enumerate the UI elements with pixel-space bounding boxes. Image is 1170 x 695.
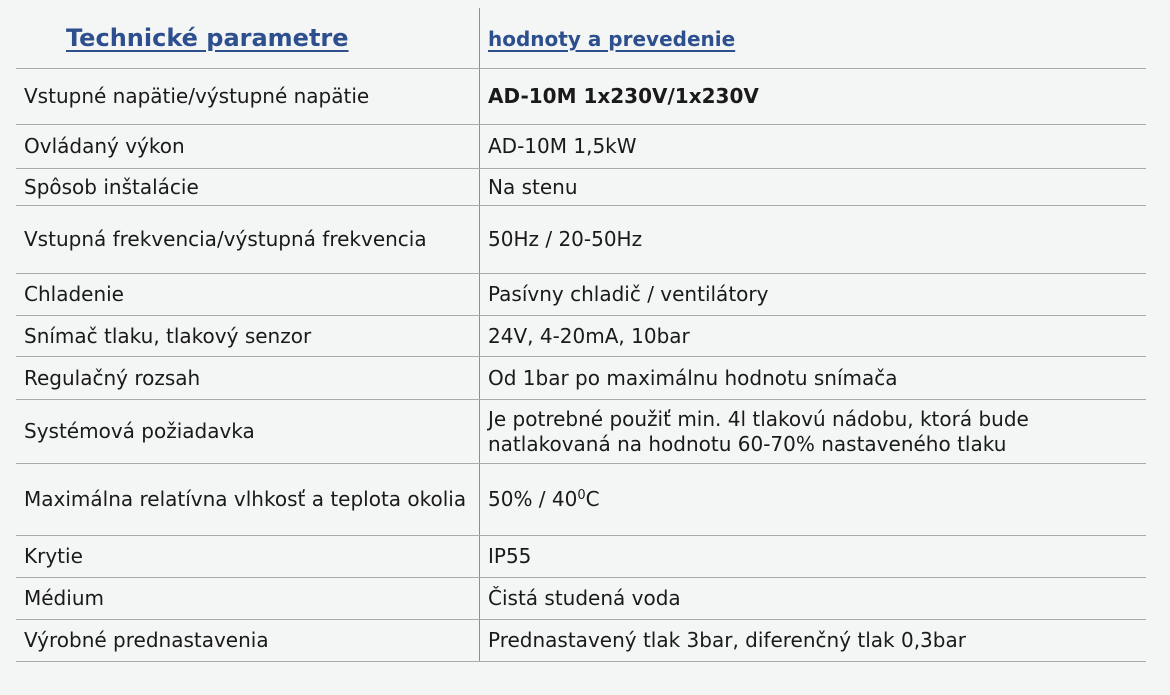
param-name: Vstupná frekvencia/výstupná frekvencia [16, 206, 480, 274]
param-name: Chladenie [16, 274, 480, 316]
table-row [16, 400, 1146, 464]
header-technical-parameters: Technické parametre [66, 24, 349, 52]
table-header-row [16, 8, 1146, 69]
header-cell-parameters [16, 8, 480, 69]
parameters-sheet [16, 8, 1146, 662]
param-value [480, 464, 1147, 536]
param-name: Ovládaný výkon [16, 125, 480, 169]
value-superscript: 0 [577, 488, 586, 503]
param-name: Krytie [16, 536, 480, 578]
param-value: Prednastavený tlak 3bar, diferenčný tlak 0,3bar [480, 620, 1147, 662]
table-row [16, 357, 1146, 400]
value-unit: C [585, 487, 600, 511]
param-value: Je potrebné použiť min. 4l tlakovú nádobu, ktorá bude natlakovaná na hodnotu 60-70% nastaveného tlaku [480, 400, 1147, 464]
param-value: AD-10M 1,5kW [480, 125, 1147, 169]
param-name: Médium [16, 578, 480, 620]
value-main: 50% / 40 [488, 487, 578, 511]
table-row [16, 274, 1146, 316]
param-value: Pasívny chladič / ventilátory [480, 274, 1147, 316]
param-value: IP55 [480, 536, 1147, 578]
header-values-and-design: hodnoty a prevedenie [488, 26, 736, 51]
param-value: Na stenu [480, 169, 1147, 206]
table-row [16, 125, 1146, 169]
table-row [16, 206, 1146, 274]
table-row [16, 169, 1146, 206]
param-name: Spôsob inštalácie [16, 169, 480, 206]
param-value: Od 1bar po maximálnu hodnotu snímača [480, 357, 1147, 400]
table-row [16, 464, 1146, 536]
param-name: Vstupné napätie/výstupné napätie [16, 69, 480, 125]
param-value: 50Hz / 20-50Hz [480, 206, 1147, 274]
table-row [16, 316, 1146, 357]
table-row [16, 69, 1146, 125]
param-value: Čistá studená voda [480, 578, 1147, 620]
parameters-table [16, 8, 1146, 662]
table-row [16, 578, 1146, 620]
param-name: Snímač tlaku, tlakový senzor [16, 316, 480, 357]
param-value: 24V, 4-20mA, 10bar [480, 316, 1147, 357]
param-name: Regulačný rozsah [16, 357, 480, 400]
param-name: Maximálna relatívna vlhkosť a teplota okolia [16, 464, 480, 536]
table-row [16, 536, 1146, 578]
table-row [16, 620, 1146, 662]
header-cell-values [480, 8, 1147, 69]
param-name: Systémová požiadavka [16, 400, 480, 464]
param-value: AD-10M 1x230V/1x230V [480, 69, 1147, 125]
param-name: Výrobné prednastavenia [16, 620, 480, 662]
